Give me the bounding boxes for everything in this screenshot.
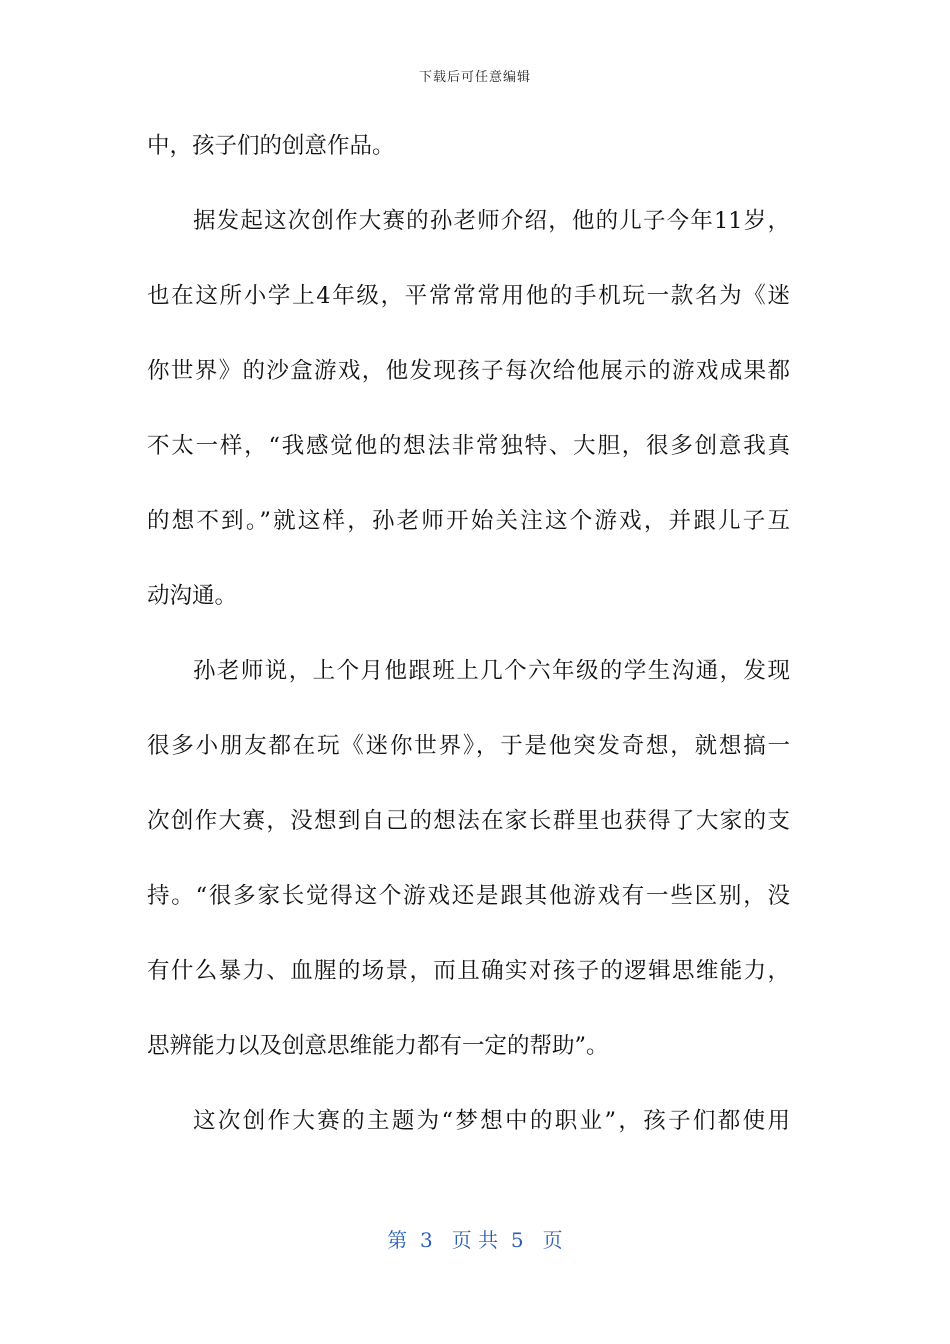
text-line: 次创作大赛，没想到自己的想法在家长群里也获得了大家的支 bbox=[147, 808, 790, 834]
text-line: 也在这所小学上4年级，平常常常用他的手机玩一款名为《迷 bbox=[147, 283, 790, 309]
text-line: 有什么暴力、血腥的场景，而且确实对孩子的逻辑思维能力， bbox=[147, 958, 790, 984]
text-line: 据发起这次创作大赛的孙老师介绍，他的儿子今年11岁， bbox=[193, 208, 790, 234]
text-line: 不太一样，“我感觉他的想法非常独特、大胆，很多创意我真 bbox=[147, 433, 790, 459]
document-body bbox=[147, 122, 790, 1172]
text-line: 的想不到。”就这样，孙老师开始关注这个游戏，并跟儿子互 bbox=[147, 508, 790, 534]
page-header: 下载后可任意编辑 bbox=[418, 70, 531, 85]
text-line: 思辨能力以及创意思维能力都有一定的帮助”。 bbox=[147, 1033, 609, 1059]
text-line: 持。“很多家长觉得这个游戏还是跟其他游戏有一些区别，没 bbox=[147, 883, 790, 909]
text-line: 孙老师说，上个月他跟班上几个六年级的学生沟通，发现 bbox=[193, 658, 790, 684]
text-line: 动沟通。 bbox=[147, 583, 238, 609]
text-line: 很多小朋友都在玩《迷你世界》，于是他突发奇想，就想搞一 bbox=[147, 733, 790, 759]
text-line: 这次创作大赛的主题为“梦想中的职业”，孩子们都使用 bbox=[193, 1108, 790, 1134]
text-line: 你世界》的沙盒游戏，他发现孩子每次给他展示的游戏成果都 bbox=[147, 358, 790, 384]
text-line: 中，孩子们的创意作品。 bbox=[147, 133, 395, 159]
page-footer: 第 3 页 共 5 页 bbox=[387, 1228, 563, 1252]
